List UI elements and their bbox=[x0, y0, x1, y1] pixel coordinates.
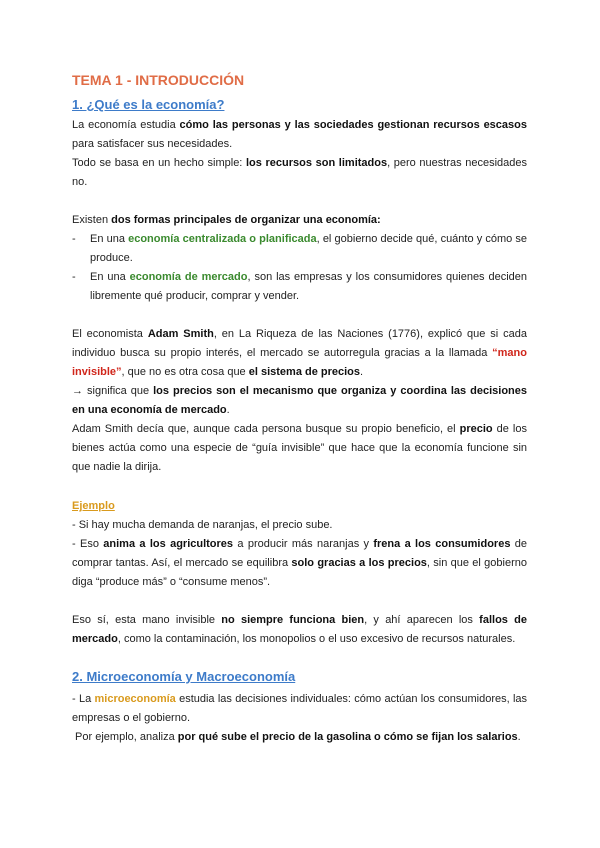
section-2-heading: 2. Microeconomía y Macroeconomía bbox=[72, 669, 296, 684]
text: Por ejemplo, analiza bbox=[72, 731, 178, 743]
text: , sin que el gobierno diga “produce más” o “consume menos”. bbox=[72, 557, 527, 588]
paragraph-market-failures bbox=[72, 611, 527, 649]
bold-text: los precios son el mecanismo que organiza y coordina las decisiones en una economía de mercado bbox=[72, 385, 527, 416]
bold-text: los recursos son limitados bbox=[246, 157, 388, 169]
bold-text: no siempre funciona bien bbox=[221, 614, 365, 626]
section-1-heading: 1. ¿Qué es la economía? bbox=[72, 97, 225, 112]
text: de los bienes actúa como una especie de “guía invisible” que hace que la economía funcione sin que nadie la dirija. bbox=[72, 423, 527, 473]
text: , como la contaminación, los monopolios o el uso excesivo de recursos naturales. bbox=[117, 633, 516, 645]
text: El economista bbox=[72, 328, 148, 340]
highlight-term: microeconomía bbox=[94, 693, 176, 705]
bold-text: fallos de mercado bbox=[72, 614, 527, 645]
dash-bullet: - bbox=[72, 271, 76, 283]
text: , y ahí aparecen los bbox=[364, 614, 480, 626]
example-label: Ejemplo bbox=[72, 500, 115, 512]
paragraph-price-mechanism bbox=[72, 382, 527, 420]
bold-text: anima a los agricultores bbox=[103, 538, 234, 550]
text: a producir más naranjas y bbox=[233, 538, 374, 550]
text: . bbox=[517, 731, 521, 743]
bold-text: cómo las personas y las sociedades gestionan recursos escasos bbox=[179, 119, 527, 131]
text: , el gobierno decide qué, cuánto y cómo se produce. bbox=[90, 233, 528, 264]
text: → significa que bbox=[72, 385, 154, 397]
text: , en La Riqueza de las Naciones (1776), explicó que si cada individuo busca su propio interés, el mercado se autorregula gracias a la llamada bbox=[72, 328, 527, 359]
highlight-term: “mano invisible” bbox=[72, 347, 527, 378]
text: . bbox=[226, 404, 230, 416]
highlight-term: economía de mercado bbox=[129, 271, 248, 283]
paragraph-two-forms bbox=[72, 211, 527, 230]
paragraph-micro-example bbox=[72, 728, 527, 747]
bold-text: el sistema de precios bbox=[248, 366, 361, 378]
text: , son las empresas y los consumidores quienes deciden libremente qué producir, comprar y vender. bbox=[90, 271, 527, 302]
text: En una bbox=[90, 271, 130, 283]
bold-text: precio bbox=[459, 423, 493, 435]
bold-text: dos formas principales de organizar una economía: bbox=[111, 214, 381, 226]
text: , que no es otra cosa que bbox=[121, 366, 249, 378]
text: . bbox=[360, 366, 364, 378]
text: Eso sí, esta mano invisible bbox=[72, 614, 222, 626]
paragraph-microeconomics bbox=[72, 690, 527, 728]
highlight-term: economía centralizada o planificada bbox=[128, 233, 317, 245]
text: - Eso bbox=[72, 538, 104, 550]
text: En una bbox=[90, 233, 129, 245]
paragraph-limited-resources bbox=[72, 154, 527, 192]
text: estudia las decisiones individuales: cómo actúan los consumidores, las empresas o el gobierno. bbox=[72, 693, 527, 724]
bold-text: Adam Smith bbox=[147, 328, 214, 340]
bold-text: por qué sube el precio de la gasolina o cómo se fijan los salarios bbox=[177, 731, 518, 743]
paragraph-adam-smith bbox=[72, 325, 527, 382]
text: La economía estudia bbox=[72, 119, 180, 131]
text: de comprar tantas. Así, el mercado se equilibra bbox=[72, 538, 528, 569]
page-title: TEMA 1 - INTRODUCCIÓN bbox=[72, 72, 245, 88]
bold-text: solo gracias a los precios bbox=[291, 557, 427, 569]
text: - La bbox=[72, 693, 95, 705]
text: para satisfacer sus necesidades. bbox=[72, 138, 233, 150]
text: Existen bbox=[72, 214, 112, 226]
paragraph-definition bbox=[72, 116, 527, 154]
example-line-2 bbox=[72, 535, 527, 592]
dash-bullet: - bbox=[72, 233, 76, 245]
paragraph-invisible-guide bbox=[72, 420, 527, 477]
bold-text: frena a los consumidores bbox=[373, 538, 511, 550]
example-line-1: - Si hay mucha demanda de naranjas, el precio sube. bbox=[72, 519, 333, 531]
list-item bbox=[72, 268, 527, 306]
list-item bbox=[72, 230, 528, 268]
text: Todo se basa en un hecho simple: bbox=[72, 157, 246, 169]
text: Adam Smith decía que, aunque cada persona busque su propio beneficio, el bbox=[72, 423, 460, 435]
text: , pero nuestras necesidades no. bbox=[72, 157, 528, 188]
